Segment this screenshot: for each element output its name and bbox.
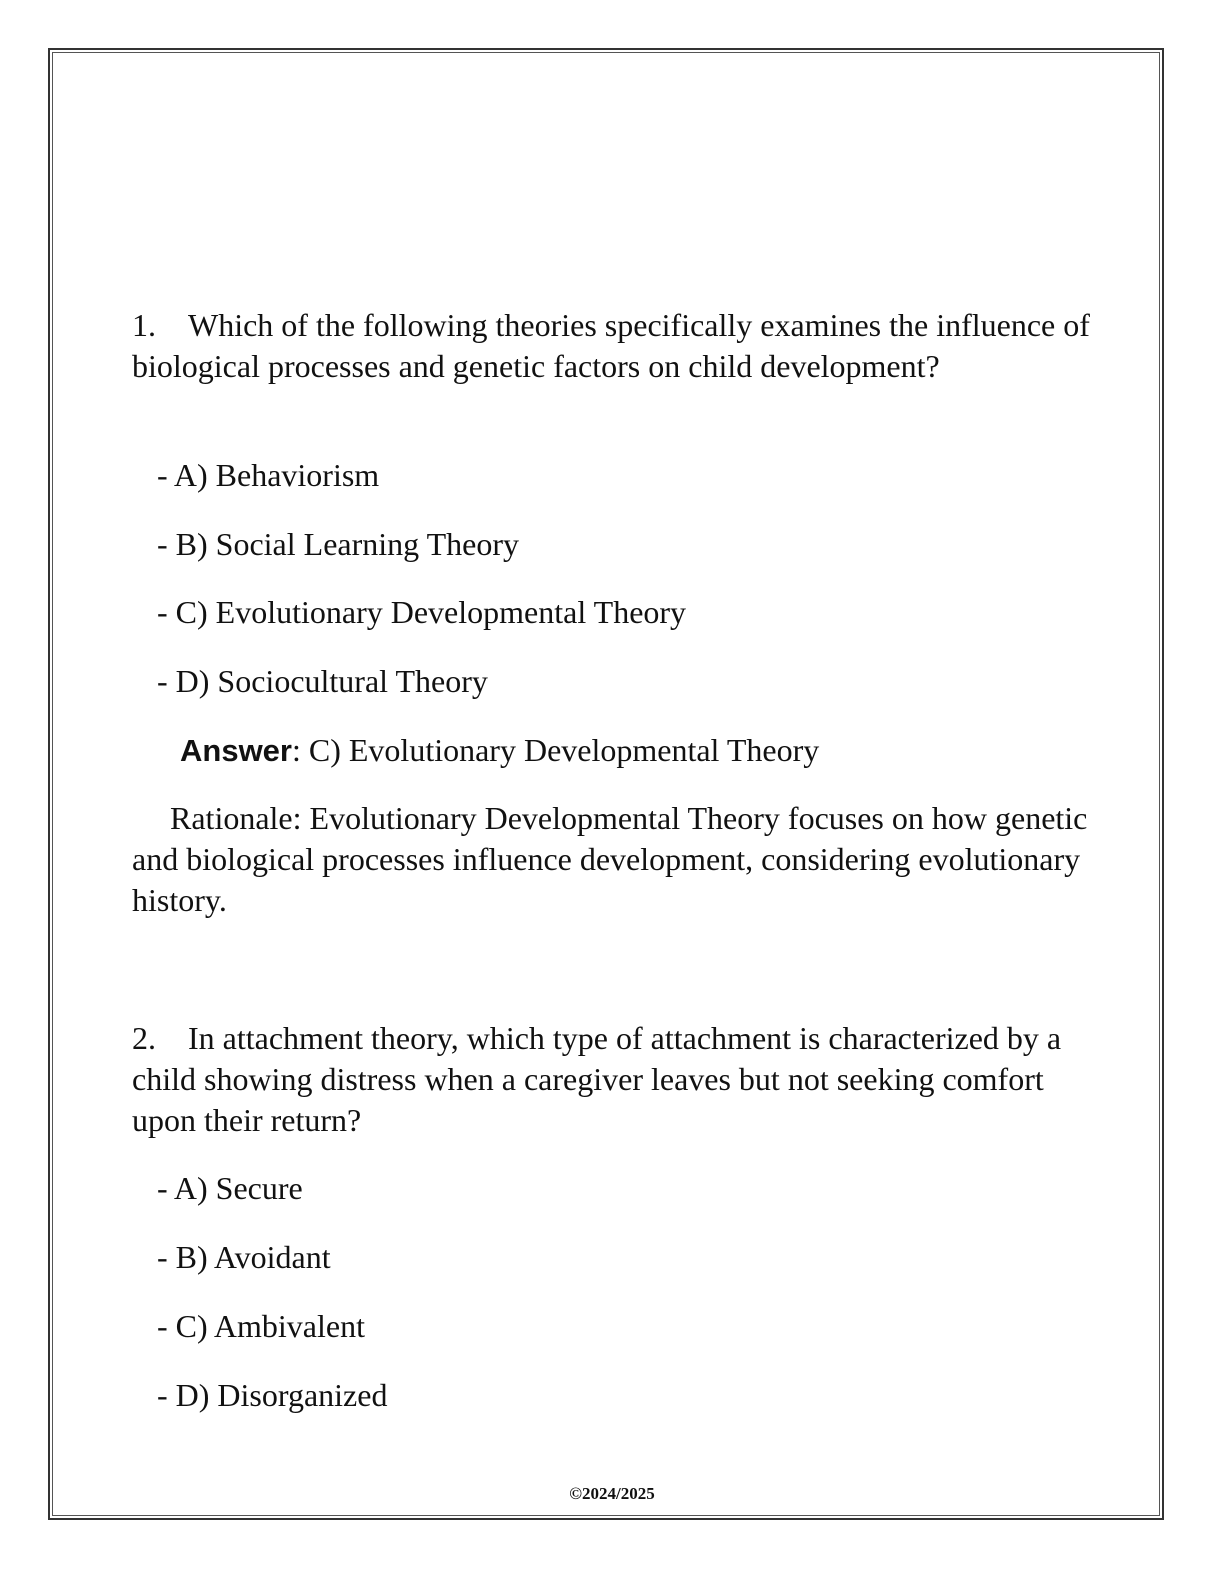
question-1-option-a: - A) Behaviorism xyxy=(157,457,380,493)
question-1-option-b: - B) Social Learning Theory xyxy=(157,526,519,562)
copyright-footer: ©2024/2025 xyxy=(569,1484,655,1503)
question-1-text: Which of the following theories specifically examines the influence of biological processes and genetic factors on child development? xyxy=(132,307,1090,384)
question-2-number: 2. xyxy=(132,1020,156,1056)
question-2-option-c: - C) Ambivalent xyxy=(157,1308,365,1344)
rationale-text: Rationale: Evolutionary Developmental Theory focuses on how genetic and biological processes influence development, considering evolutionary history. xyxy=(132,800,1088,918)
question-2 xyxy=(132,1018,1092,1141)
question-2-text: In attachment theory, which type of attachment is characterized by a child showing distress when a caregiver leaves but not seeking comfort upon their return? xyxy=(132,1020,1062,1138)
question-1-option-d: - D) Sociocultural Theory xyxy=(157,663,488,699)
page-border-inner xyxy=(52,52,1160,1516)
question-1 xyxy=(132,305,1092,387)
question-2-option-a: - A) Secure xyxy=(157,1170,303,1206)
question-2-option-d: - D) Disorganized xyxy=(157,1377,388,1413)
question-2-option-b: - B) Avoidant xyxy=(157,1239,331,1275)
question-1-answer xyxy=(180,730,819,771)
question-1-number: 1. xyxy=(132,307,156,343)
answer-text: : C) Evolutionary Developmental Theory xyxy=(291,732,820,768)
answer-label: Answer xyxy=(180,733,292,768)
question-1-rationale xyxy=(132,798,1092,921)
question-1-option-c: - C) Evolutionary Developmental Theory xyxy=(157,594,687,630)
